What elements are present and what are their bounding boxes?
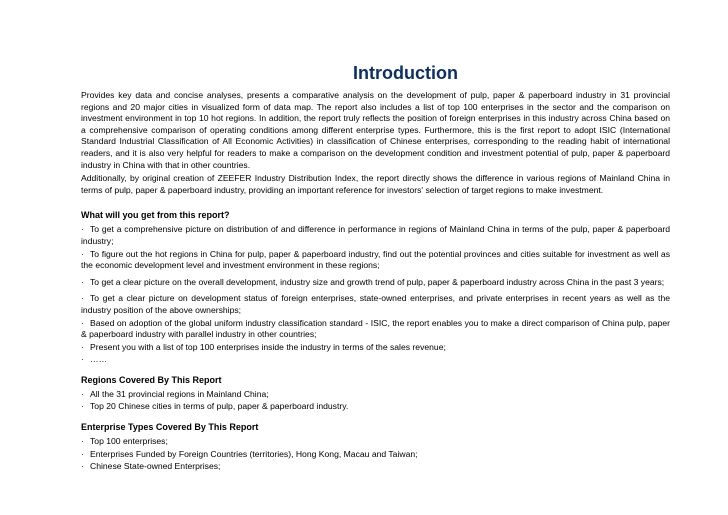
section-heading-what-you-get: What will you get from this report? xyxy=(81,210,230,221)
bullet-icon: · xyxy=(81,224,84,235)
bullet-icon: · xyxy=(81,448,84,459)
list-item-text: Top 100 enterprises; xyxy=(90,436,168,447)
intro-paragraph-2: Additionally, by original creation of ZEEFER Industry Distribution Index, the report directly shows the difference in various regions of Mainland China in terms of pulp, paper & paperboard industry, providing an important reference for investors' selection of target regions to make investment. xyxy=(81,173,670,195)
list-item-text: To figure out the hot regions in China for pulp, paper & paperboard industry, find out the potential provinces and cities suitable for investment as well as the economic development level and investment environment in these regions; xyxy=(81,248,670,271)
bullet-icon: · xyxy=(81,461,84,472)
list-item-text: All the 31 provincial regions in Mainland China; xyxy=(90,388,269,399)
list-item xyxy=(81,389,670,401)
list-item-text: Top 20 Chinese cities in terms of pulp, paper & paperboard industry. xyxy=(90,401,349,412)
list-item-text: To get a comprehensive picture on distribution of and difference in performance in regions of Mainland China in terms of the pulp, paper & paperboard industry; xyxy=(81,224,670,246)
bullet-icon: · xyxy=(81,388,84,399)
bullet-icon: · xyxy=(81,276,84,287)
list-item-text: To get a clear picture on the overall development, industry size and growth trend of pulp, paper & paperboard industry across China in the past 3 years; xyxy=(90,276,665,287)
bullet-icon: · xyxy=(81,293,84,304)
list-item-text: To get a clear picture on development status of foreign enterprises, state-owned enterprises, and private enterprises in recent years as well as the industry position of the above ownerships; xyxy=(81,293,670,315)
list-item-text: Present you with a list of top 100 enterprises inside the industry in terms of the sales revenue; xyxy=(90,341,446,352)
section-heading-enterprise-types: Enterprise Types Covered By This Report xyxy=(81,422,259,433)
bullet-icon: · xyxy=(81,317,84,328)
list-item-text: Chinese State-owned Enterprises; xyxy=(90,461,221,472)
list-item xyxy=(81,277,670,289)
list-item xyxy=(81,461,670,473)
intro-paragraph-1: Provides key data and concise analyses, presents a comparative analysis on the development of pulp, paper & paperboard industry in 31 provincial regions and 20 major cities in visualized form of data map. The report also includes a list of top 100 enterprises in the sector and the comparison on investment environment in top 10 hot regions. In addition, the report truly reflects the position of foreign enterprises in this industry across China based on a comprehensive comparison of operating conditions among different enterprise types. Furthermore, this is the first report to adopt ISIC (International Standard Industrial Classification of All Economic Activities) in classification of Chinese enterprises, corresponding to the reading habit of international readers, and it is also very helpful for readers to make a comparison on the development condition and investment potential of pulp, paper & paperboard industry in China with that in other countries. xyxy=(81,90,670,170)
list-item xyxy=(81,224,670,247)
bullet-icon: · xyxy=(81,436,84,447)
list-item xyxy=(81,293,670,316)
list-item xyxy=(81,401,670,413)
bullet-icon: · xyxy=(81,401,84,412)
bullet-icon: · xyxy=(81,354,84,365)
document-page xyxy=(81,62,670,474)
list-item-text: Enterprises Funded by Foreign Countries (territories), Hong Kong, Macau and Taiwan; xyxy=(90,448,418,459)
page-title: Introduction xyxy=(353,63,458,83)
list-item xyxy=(81,342,670,354)
list-item xyxy=(81,449,670,461)
list-item-text: Based on adoption of the global uniform industry classification standard - ISIC, the report enables you to make a direct comparison of China pulp, paper & paperboard industry with parallel industry in other countries; xyxy=(81,317,670,340)
list-item xyxy=(81,318,670,341)
list-item xyxy=(81,249,670,272)
section-heading-regions: Regions Covered By This Report xyxy=(81,374,222,385)
bullet-icon: · xyxy=(81,341,84,352)
bullet-icon: · xyxy=(81,248,84,259)
list-item xyxy=(81,436,670,448)
list-item xyxy=(81,354,670,366)
list-item-text: …… xyxy=(90,354,108,365)
